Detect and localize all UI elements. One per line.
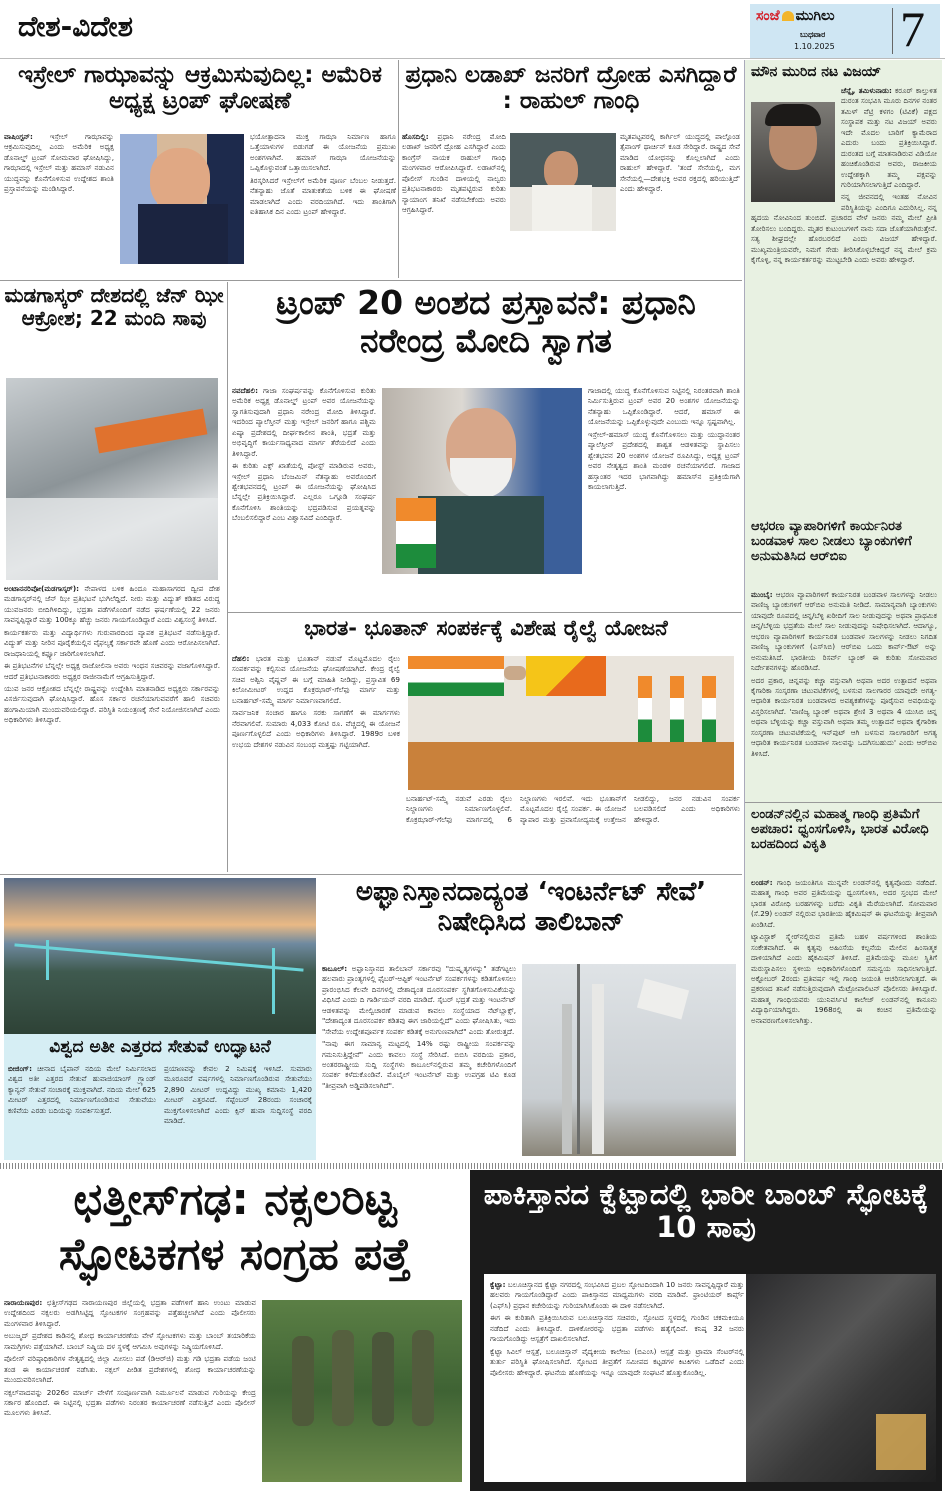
india-bhutan-press-photo bbox=[408, 656, 734, 790]
dateline: ನವದೆಹಲಿ: bbox=[232, 386, 258, 395]
article-body: ಅಫ್ಘಾನಿಸ್ತಾನದ ತಾಲಿಬಾನ್ ಸರ್ಕಾರವು "ದುಷ್ಕೃತ್ಯಗಳನ್ನು" ತಡೆಗಟ್ಟಲು ಹಲವಾರು ಪ್ರಾಂತ್ಯಗಳಲ್ಲಿ ಫೈಬರ್-ಆಪ್ಟಿಕ್ ಇಂಟರ್ನೆಟ್ ಸಂಪರ್ಕಗಳನ್ನು ಕಡಿತಗೊಳಿಸಲು ಪ್ರಾರಂಭಿಸಿದ ಕೆಲವೇ ದಿನಗಳಲ್ಲಿ ದೇಶಾದ್ಯಂತ ದೂರಸಂಪರ್ಕ ಸ್ಥಗಿತಗೊಳಿಸುವಿಕೆಯನ್ನು ವಿಧಿಸಿದೆ ಎಂದು ದಿ ಗಾರ್ಡಿಯನ್ ವರದಿ ಮಾಡಿದೆ. ಸೈಬರ್ ಭದ್ರತೆ ಮತ್ತು ಇಂಟರ್ನೆಟ್ ಆಡಳಿತವನ್ನು ಮೇಲ್ವಿಚಾರಣೆ ಮಾಡುವ ಕಾವಲು ಸಂಸ್ಥೆಯಾದ ನೆಟ್‌ಬ್ಲಾಕ್ಸ್, "ದೇಶಾದ್ಯಂತ ದೂರಸಂಪರ್ಕ ಕಡಿತವು ಈಗ ಜಾರಿಯಲ್ಲಿದೆ" ಎಂದು ಘೋಷಿಸಿತು, ಇದು "ಸೇವೆಯ ಉದ್ದೇಶಪೂರ್ವಕ ಸಂಪರ್ಕ ಕಡಿತಕ್ಕೆ ಅನುಗುಣವಾಗಿದೆ" ಎಂದು ತೋರುತ್ತದೆ. bbox=[322, 964, 516, 1036]
headline: ಟ್ರಂಪ್ 20 ಅಂಶದ ಪ್ರಸ್ತಾವನೆ: ಪ್ರಧಾನಿ ನರೇಂದ್ರ ಮೋದಿ ಸ್ವಾಗತ bbox=[276, 284, 696, 360]
headline: ಇಸ್ರೇಲ್ ಗಾಝಾವನ್ನು ಆಕ್ರಮಿಸುವುದಿಲ್ಲ: ಅಮೆರಿಕ ಅಧ್ಯಕ್ಷ ಟ್ರಂಪ್ ಘೋಷಣೆ bbox=[18, 62, 382, 115]
article-rahul bbox=[402, 62, 740, 276]
dateline: ಕಾಬೂಲ್: bbox=[322, 964, 348, 973]
dateline: ಮುಂಬೈ: bbox=[751, 590, 773, 599]
weekday: ಬುಧವಾರ bbox=[800, 30, 826, 39]
article-body: ಬಲೂಚಿಸ್ತಾನದ ಕ್ವೆಟ್ಟಾ ನಗರದಲ್ಲಿ ಸಂಭವಿಸಿದ ಪ್ರಬಲ ಸ್ಫೋಟದಿಂದಾಗಿ 10 ಜನರು ಸಾವನ್ನಪ್ಪಿದ್ದಾರೆ ಮತ್ತು ಹಲವರು ಗಾಯಗೊಂಡಿದ್ದಾರೆ ಎಂದು ಪಾಕಿಸ್ತಾನದ ಮಾಧ್ಯಮಗಳು ವರದಿ ಮಾಡಿವೆ. ಫ್ರಾಂಟಿಯರ್ ಕಾರ್ಪ್ಸ್ (ಎಫ್‌ಸಿ) ಪ್ರಧಾನ ಕಚೇರಿಯನ್ನು ಗುರಿಯಾಗಿಸಿಕೊಂಡು ಈ ದಾಳಿ ನಡೆಸಲಾಗಿದೆ. bbox=[490, 1280, 744, 1310]
article-afghan-internet bbox=[322, 878, 740, 1160]
article-body: ನೇಪಾಳದ ಬಳಿಕ ಹಿಂದೂ ಮಹಾಸಾಗರದ ದ್ವೀಪ ದೇಶ ಮಡಗಾಸ್ಕರ್‌ನಲ್ಲಿ ಜೆನ್ ಝೀ ಪ್ರತಿಭಟನೆ ಭುಗಿಲೆದ್ದಿದೆ. ನೀರು ಮತ್ತು ವಿದ್ಯುತ್ ಕಡಿತದ ವಿರುದ್ಧ ಯುವಜನರು ಬೀದಿಗಿಳಿದಿದ್ದು, ಭದ್ರತಾ ಪಡೆಗಳೊಂದಿಗೆ ನಡೆದ ಘರ್ಷಣೆಯಲ್ಲಿ 22 ಜನರು ಸಾವನ್ನಪ್ಪಿದ್ದಾರೆ ಮತ್ತು 100ಕ್ಕೂ ಹೆಚ್ಚು ಜನರು ಗಾಯಗೊಂಡಿದ್ದಾರೆ ಎಂದು ವಿಶ್ವಸಂಸ್ಥೆ ತಿಳಿಸಿದೆ. bbox=[4, 584, 220, 625]
headline: ಲಂಡನ್‌ನಲ್ಲಿನ ಮಹಾತ್ಮ ಗಾಂಧಿ ಪ್ರತಿಮೆಗೆ ಅಪಚಾರ: ಧ್ವಂಸಗೊಳಿಸಿ, ಭಾರತ ವಿರೋಧಿ ಬರಹದಿಂದ ವಿಕೃತಿ bbox=[751, 807, 929, 852]
brand-name-black: ಮುಗಿಲು bbox=[795, 8, 835, 24]
headline: ಅಫ್ಘಾನಿಸ್ತಾನದಾದ್ಯಂತ ‘ಇಂಟರ್ನೆಟ್ ಸೇವೆ’ ನಿಷೇಧಿಸಿದ ತಾಲಿಬಾನ್ bbox=[355, 878, 707, 937]
article-body: "ನಾವು ಈಗ ಸಾಮಾನ್ಯ ಮಟ್ಟದಲ್ಲಿ 14% ರಷ್ಟು ರಾಷ್ಟ್ರೀಯ ಸಂಪರ್ಕವನ್ನು ಗಮನಿಸುತ್ತಿದ್ದೇವೆ" ಎಂದು ಕಾವಲು ಸಂಸ್ಥೆ ಸೇರಿಸಿದೆ. ಬಿಬಿಸಿ ವರದಿಯ ಪ್ರಕಾರ, ಅಂತರರಾಷ್ಟ್ರೀಯ ಸುದ್ದಿ ಸಂಸ್ಥೆಗಳು ಕಾಬೂಲ್‌ನಲ್ಲಿರುವ ತಮ್ಮ ಕಚೇರಿಗಳೊಂದಿಗೆ ಸಂಪರ್ಕ ಕಳೆದುಕೊಂಡಿವೆ. ಮೊಬೈಲ್ ಇಂಟರ್ನೆಟ್ ಮತ್ತು ಉಪಗ್ರಹ ಟಿವಿ ಕೂಡ "ತೀವ್ರವಾಗಿ ಅಡ್ಡಿಪಡಿಸಲಾಗಿದೆ". bbox=[322, 1039, 516, 1090]
section-divider bbox=[0, 1163, 945, 1169]
article-trump-20-point bbox=[232, 284, 740, 610]
article-pakistan-quetta bbox=[470, 1170, 942, 1491]
headline: ಭಾರತ- ಭೂತಾನ್ ಸಂಪರ್ಕಕ್ಕೆ ವಿಶೇಷ ರೈಲ್ವೆ ಯೋಜನೆ bbox=[304, 616, 668, 640]
dateline: ದೆಹಲಿ: bbox=[232, 654, 250, 663]
article-body: ಮೃತಪಟ್ಟವರಲ್ಲಿ ಕಾರ್ಗಿಲ್ ಯುದ್ಧದಲ್ಲಿ ಪಾಲ್ಗೊಂಡ ತ್ಸೆವಾಂಗ್ ಥಾರ್ಚಿನ್ ಕೂಡ ಸೇರಿದ್ದಾರೆ. ರಾಷ್ಟ್ರದ ಸೇವೆ ಮಾಡಿದ ಯೋಧನನ್ನು ಕೊಲ್ಲಲಾಗಿದೆ ಎಂದು ರಾಹುಲ್ ಹೇಳಿದ್ದಾರೆ. 'ತಂದೆ ಸೇನೆಯಲ್ಲಿ, ಮಗ ಸೇನೆಯಲ್ಲಿ—ದೇಶಭಕ್ತಿ ಅವರ ರಕ್ತದಲ್ಲಿ ಹರಿಯುತ್ತಿದೆ' ಎಂದು ಹೇಳಿದ್ದಾರೆ. bbox=[620, 132, 740, 194]
article-madagascar bbox=[4, 284, 224, 870]
article-body: ನಕ್ಸಲ್‌ವಾದವನ್ನು 2026ರ ಮಾರ್ಚ್ ವೇಳೆಗೆ ಸಂಪೂರ್ಣವಾಗಿ ನಿರ್ಮೂಲನೆ ಮಾಡುವ ಗುರಿಯನ್ನು ಕೇಂದ್ರ ಸರ್ಕಾರ ಹೊಂದಿದೆ. ಈ ನಿಟ್ಟಿನಲ್ಲಿ ಭದ್ರತಾ ಪಡೆಗಳು ನಿರಂತರ ಕಾರ್ಯಾಚರಣೆ ನಡೆಸುತ್ತಿವೆ ಎಂದು ಪೊಲೀಸ್ ಮೂಲಗಳು ತಿಳಿಸಿವೆ. bbox=[4, 1387, 256, 1418]
trump-photo bbox=[120, 134, 244, 264]
article-body: ಈ ಪ್ರತಿಭಟನೆಗಳ ಬೆನ್ನಲ್ಲೇ ಅಧ್ಯಕ್ಷ ರಾಜೋಲಿನಾ ಅವರು ಇಂಧನ ಸಚಿವರನ್ನು ವಜಾಗೊಳಿಸಿದ್ದಾರೆ. ಆದರೆ ಪ್ರತಿಭಟನಾಕಾರರು ಅಧ್ಯಕ್ಷರ ರಾಜೀನಾಮೆಗೆ ಆಗ್ರಹಿಸುತ್ತಿದ್ದಾರೆ. bbox=[4, 661, 220, 681]
article-body: ಗಾಜಾ ಸಂಘರ್ಷವನ್ನು ಕೊನೆಗೊಳಿಸುವ ಕುರಿತು ಅಮೆರಿಕ ಅಧ್ಯಕ್ಷ ಡೊನಾಲ್ಡ್ ಟ್ರಂಪ್ ಅವರ ಯೋಜನೆಯನ್ನು ಸ್ವಾಗತಿಸುವುದಾಗಿ ಪ್ರಧಾನಿ ನರೇಂದ್ರ ಮೋದಿ ತಿಳಿಸಿದ್ದಾರೆ. ಇದರಿಂದ ಪ್ಯಾಲೆಸ್ತೀನ್ ಮತ್ತು ಇಸ್ರೇಲ್ ಜನರಿಗೆ ಹಾಗೂ ಪಶ್ಚಿಮ ಏಷ್ಯಾ ಪ್ರದೇಶದಲ್ಲಿ ದೀರ್ಘಕಾಲೀನ ಶಾಂತಿ, ಭದ್ರತೆ ಮತ್ತು ಅಭಿವೃದ್ಧಿಗೆ ಕಾರ್ಯಸಾಧ್ಯವಾದ ಮಾರ್ಗ ತೆರೆಯಲಿದೆ ಎಂದು ತಿಳಿಸಿದ್ದಾರೆ. bbox=[232, 386, 376, 458]
article-body: ಈ ಕುರಿತು ಎಕ್ಸ್ ಖಾತೆಯಲ್ಲಿ ಪೋಸ್ಟ್ ಮಾಡಿರುವ ಅವರು, ಇಸ್ರೇಲ್ ಪ್ರಧಾನಿ ಬೆಂಜಮಿನ್ ನೆತನ್ಯಾಹು ಅವರೊಂದಿಗೆ ಶ್ವೇತಭವನದಲ್ಲಿ ಟ್ರಂಪ್ ಈ ಯೋಜನೆಯನ್ನು ಘೋಷಿಸಿದ ಬೆನ್ನಲ್ಲೇ ಪ್ರತಿಕ್ರಿಯಿಸಿದ್ದಾರೆ. ಎಲ್ಲರೂ ಒಗ್ಗೂಡಿ ಸಂಘರ್ಷ ಕೊನೆಗೊಳಿಸಿ ಶಾಂತಿಯನ್ನು ಭದ್ರಪಡಿಸುವ ಪ್ರಯತ್ನವನ್ನು ಬೆಂಬಲಿಸಲಿದ್ದಾರೆ ಎಂಬ ವಿಶ್ವಾಸವಿದೆ ಎಂದಿದ್ದಾರೆ. bbox=[232, 461, 376, 523]
sidebar-column bbox=[744, 60, 942, 1162]
article-body: ಇಸ್ರೇಲ್-ಹಮಾಸ್ ಯುದ್ಧ ಕೊನೆಗೊಳಿಸಲು ಮತ್ತು ಯುದ್ಧಾನಂತರ ಪ್ಯಾಲೆಸ್ತೀನ್ ಪ್ರದೇಶದಲ್ಲಿ ಶಾಶ್ವತ ಆಡಳಿತವನ್ನು ಸ್ಥಾಪಿಸಲು ಶ್ವೇತಭವನ 20 ಅಂಶಗಳ ಯೋಜನೆ ರೂಪಿಸಿದ್ದು, ಅಧ್ಯಕ್ಷ ಟ್ರಂಪ್ ಅವರ ನೇತೃತ್ವದ ಶಾಂತಿ ಮಂಡಳಿ ರಚನೆಯಾಗಲಿದೆ. ಗಾಜಾದ ಹಸ್ತಾಂತರ ಇದರ ಭಾಗವಾಗಿದ್ದು ಹಮಾಸ್‌ನ ಪ್ರತಿಕ್ರಿಯೆಗಾಗಿ ಕಾಯಲಾಗುತ್ತಿದೆ. bbox=[588, 429, 740, 491]
article-body: ಕಾರ್ಯಕರ್ತರು ಮತ್ತು ವಿದ್ಯಾರ್ಥಿಗಳು ಗುರುವಾರದಿಂದ ವ್ಯಾಪಕ ಪ್ರತಿಭಟನೆ ನಡೆಸುತ್ತಿದ್ದಾರೆ. ವಿದ್ಯುತ್ ಮತ್ತು ನೀರಿನ ಪೂರೈಕೆಯಲ್ಲಿನ ವೈಫಲ್ಯಕ್ಕೆ ಸರ್ಕಾರವೇ ಹೊಣೆ ಎಂದು ಆರೋಪಿಸಲಾಗಿದೆ. ರಾಜಧಾನಿಯಲ್ಲಿ ಕರ್ಫ್ಯೂ ಜಾರಿಗೊಳಿಸಲಾಗಿದೆ. bbox=[4, 627, 220, 658]
headline: ಪ್ರಧಾನಿ ಲಡಾಖ್ ಜನರಿಗೆ ದ್ರೋಹ ಎಸಗಿದ್ದಾರೆ : ರಾಹುಲ್ ಗಾಂಧಿ bbox=[405, 62, 737, 115]
article-body: ತಿರಸ್ಕರಿಸಿದರೆ ಇಸ್ರೇಲ್‌ಗೆ ಅಮೆರಿಕ ಪೂರ್ಣ ಬೆಂಬಲ ನೀಡುತ್ತದೆ. ನೆತನ್ಯಾಹು ಜೊತೆ ಮಾತುಕತೆಯ ಬಳಿಕ ಈ ಘೋಷಣೆ ಮಾಡಲಾಗಿದೆ ಎಂದು ವರದಿಯಾಗಿದೆ. ಇದು ಶಾಂತಿಗಾಗಿ ಐತಿಹಾಸಿಕ ದಿನ ಎಂದು ಟ್ರಂಪ್ ಹೇಳಿದ್ದಾರೆ. bbox=[250, 175, 396, 217]
dateline: ಹೊಸದಿಲ್ಲಿ: bbox=[402, 132, 429, 141]
article-body: ಕರೂರ್ ಕಾಲ್ತುಳಿತ ದುರಂತ ಸಂಭವಿಸಿ ಮೂರು ದಿನಗಳ ನಂತರ ತಮಿಳ್ ವೆಟ್ರಿ ಕಳಗಂ (ಟಿವಿಕೆ) ಪಕ್ಷದ ಸಂಸ್ಥಾಪಕ ಮತ್ತು ನಟ ವಿಜಯ್ ಅವರು ಇದೇ ಮೊದಲ ಬಾರಿಗೆ ಕ್ಯಾಮೆರಾದ ಎದುರು ಬಂದು ಪ್ರತಿಕ್ರಿಯಿಸಿದ್ದಾರೆ. ದುರಂತದ ಬಗ್ಗೆ ಮಾತನಾಡಿರುವ ವಿಡಿಯೋ ಹಂಚಿಕೊಂಡಿರುವ ಅವರು, ರಾಜಕೀಯ ಉದ್ದೇಶಕ್ಕಾಗಿ ತಮ್ಮ ಪಕ್ಷವನ್ನು ಗುರಿಯಾಗಿಸಲಾಗುತ್ತಿದೆ ಎಂದಿದ್ದಾರೆ. bbox=[841, 86, 937, 189]
article-body: ಸಾರ್ವಜನಿಕ ಸಂಚಾರ ಹಾಗೂ ಸರಕು ಸಾಗಣೆಗೆ ಈ ಮಾರ್ಗಗಳು ನೆರವಾಗಲಿವೆ. ಸುಮಾರು 4,033 ಕೋಟಿ ರೂ. ವೆಚ್ಚದಲ್ಲಿ ಈ ಯೋಜನೆ ಪೂರ್ಣಗೊಳ್ಳಲಿದೆ ಎಂದು ಅಧಿಕಾರಿಗಳು ತಿಳಿಸಿದ್ದಾರೆ. 1989ರ ಬಳಿಕ ಉಭಯ ದೇಶಗಳ ನಡುವಿನ ಸಂಬಂಧ ಮತ್ತಷ್ಟು ಗಟ್ಟಿಯಾಗಿದೆ. bbox=[232, 708, 400, 749]
dateline: ಕ್ವೆಟ್ಟಾ: bbox=[490, 1280, 506, 1289]
article-bridge bbox=[4, 878, 318, 1160]
page-number: 7 bbox=[900, 4, 925, 57]
article-body: ಕ್ವೆಟ್ಟಾ ಸಿವಿಲ್ ಆಸ್ಪತ್ರೆ, ಬಲೂಚಿಸ್ತಾನ್ ವೈದ್ಯಕೀಯ ಕಾಲೇಜು (ಬಿಎಂಸಿ) ಆಸ್ಪತ್ರೆ ಮತ್ತು ಟ್ರಾಮಾ ಸೆಂಟರ್‌ನಲ್ಲಿ ತುರ್ತು ಪರಿಸ್ಥಿತಿ ಘೋಷಿಸಲಾಗಿದೆ. ಸ್ಫೋಟದ ತೀವ್ರತೆಗೆ ಸಮೀಪದ ಕಟ್ಟಡಗಳ ಕಿಟಕಿಗಳು ಒಡೆದಿವೆ ಎಂದು ಪೊಲೀಸರು ಹೇಳಿದ್ದಾರೆ. ಘಟನೆಯ ಹೊಣೆಯನ್ನು ಇನ್ನೂ ಯಾವುದೇ ಸಂಘಟನೆ ಹೊತ್ತುಕೊಂಡಿಲ್ಲ. bbox=[490, 1346, 744, 1377]
article-chhattisgarh bbox=[4, 1172, 466, 1488]
dateline: ಅಂಟಾನನರಿವೋ(ಮಡಗಾಸ್ಕರ್): bbox=[4, 584, 79, 593]
headline: ಪಾಕಿಸ್ತಾನದ ಕ್ವೆಟ್ಟಾದಲ್ಲಿ ಭಾರೀ ಬಾಂಬ್ ಸ್ಫೋಟಕ್ಕೆ 10 ಸಾವು bbox=[483, 1177, 929, 1245]
article-body: ಪ್ರಯಾಣವನ್ನು ಕೇವಲ 2 ನಿಮಿಷಕ್ಕೆ ಇಳಿಸಿದೆ. ಸುಮಾರು ಮೂರೂವರೆ ವರ್ಷಗಳಲ್ಲಿ ನಿರ್ಮಾಣಗೊಂಡಿರುವ ಸೇತುವೆಯು 2,890 ಮೀಟರ್ ಉದ್ದವಿದ್ದು ಮುಖ್ಯ ಕಮಾನು 1,420 ಮೀಟರ್ ಎತ್ತರವಿದೆ. ಸೆಪ್ಟೆಂಬರ್ 28ರಂದು ಸಂಚಾರಕ್ಕೆ ಮುಕ್ತಗೊಳಿಸಲಾಗಿದೆ ಎಂದು ಕ್ಸಿನ್ ಹುವಾ ಸುದ್ದಿಸಂಸ್ಥೆ ವರದಿ ಮಾಡಿದೆ. bbox=[164, 1064, 312, 1126]
article-body: ಆಭರಣ ವ್ಯಾಪಾರಿಗಳಿಗೆ ಕಾರ್ಯನಿರತ ಬಂಡವಾಳ ಸಾಲಗಳನ್ನು ನೀಡಲು ವಾಣಿಜ್ಯ ಬ್ಯಾಂಕುಗಳಿಗೆ ಆರ್‌ಬಿಐ ಅನುಮತಿ ನೀಡಿದೆ. ಸಾಮಾನ್ಯವಾಗಿ ಬ್ಯಾಂಕುಗಳು ಯಾವುದೇ ರೂಪದಲ್ಲಿ ಚಿನ್ನ/ಬೆಳ್ಳಿ ಖರೀದಿಗೆ ಸಾಲ ನೀಡುವುದನ್ನು ಅಥವಾ ಪ್ರಾಥಮಿಕ ಚಿನ್ನ/ಬೆಳ್ಳಿಯ ಭದ್ರತೆಯ ಮೇಲೆ ಸಾಲ ನೀಡುವುದನ್ನು ನಿಷೇಧಿಸಲಾಗಿದೆ. ಆದಾಗ್ಯೂ, ಆಭರಣ ವ್ಯಾಪಾರಿಗಳಿಗೆ ಕಾರ್ಯನಿರತ ಬಂಡವಾಳ ಸಾಲಗಳನ್ನು ನೀಡಲು ನಿಗದಿತ ವಾಣಿಜ್ಯ ಬ್ಯಾಂಕುಗಳಿಗೆ (ಎಸ್‌ಸಿಬಿ) ಆರ್‌ಬಿಐ ಒಂದು ಕಾರ್ವ್-ಔಟ್ ಅನ್ನು ಅನುಮತಿಸಿದೆ. ಭಾರತೀಯ ರಿಸರ್ವ್ ಬ್ಯಾಂಕ್ ಈ ಕುರಿತು ಸೋಮವಾರ ನಿರ್ದೇಶನಗಳನ್ನು ಹೊರಡಿಸಿದೆ. bbox=[751, 590, 937, 673]
article-body: ಗಾಂಧಿ ಜಯಂತಿಗೂ ಮುನ್ನವೇ ಲಂಡನ್‌ನಲ್ಲಿ ಕೃತ್ಯವೊಂದು ನಡೆದಿದೆ. ಮಹಾತ್ಮ ಗಾಂಧಿ ಅವರ ಪ್ರತಿಮೆಯನ್ನು ಧ್ವಂಸಗೊಳಿಸಿ, ಅದರ ಸ್ತಂಭದ ಮೇಲೆ ಭಾರತ ವಿರೋಧಿ ಬರಹಗಳನ್ನು ಬರೆದು ವಿಕೃತಿ ಮೆರೆಯಲಾಗಿದೆ. ಸೋಮವಾರ (ಸೆ.29) ಲಂಡನ್ ನಲ್ಲಿರುವ ಭಾರತೀಯ ಹೈಕಮಿಷನ್ ಈ ಘಟನೆಯನ್ನು ತೀವ್ರವಾಗಿ ಖಂಡಿಸಿದೆ. bbox=[751, 878, 937, 929]
brand-name-red: ಸಂಜೆ bbox=[756, 8, 780, 24]
dateline: ನಾರಾಯಣಪುರ: bbox=[4, 1298, 43, 1307]
article-body: ಭಯೋತ್ಪಾದನಾ ಮುಕ್ತ ಗಾಝಾ ನಿರ್ಮಾಣ ಹಾಗೂ ಒತ್ತೆಯಾಳುಗಳ ಬಿಡುಗಡೆ ಈ ಯೋಜನೆಯ ಪ್ರಮುಖ ಅಂಶಗಳಾಗಿವೆ. ಹಮಾಸ್ ಗಾಝಾ ಯೋಜನೆಯನ್ನು ಒಪ್ಪಿಕೊಳ್ಳುವಂತೆ ಒತ್ತಾಯಿಸಲಾಗಿದೆ. bbox=[250, 132, 396, 173]
modi-photo bbox=[382, 388, 582, 574]
article-body: ಪೊಲೀಸ್ ವರಿಷ್ಠಾಧಿಕಾರಿಗಳ ನೇತೃತ್ವದಲ್ಲಿ ಜಿಲ್ಲಾ ಮೀಸಲು ಪಡೆ (ಡಿಆರ್‌ಜಿ) ಮತ್ತು ಗಡಿ ಭದ್ರತಾ ಪಡೆಯ ಜಂಟಿ ತಂಡ ಈ ಕಾರ್ಯಾಚರಣೆ ನಡೆಸಿತು. ನಕ್ಸಲ್ ಪೀಡಿತ ಪ್ರದೇಶಗಳಲ್ಲಿ ಶೋಧ ಕಾರ್ಯಾಚರಣೆಯನ್ನು ಮುಂದುವರಿಸಲಾಗಿದೆ. bbox=[4, 1354, 256, 1385]
article-israel bbox=[4, 62, 396, 276]
article-body: ಛತ್ತೀಸ್‌ಗಢದ ನಾರಾಯಣಪುರ ಜಿಲ್ಲೆಯಲ್ಲಿ ಭದ್ರತಾ ಪಡೆಗಳಿಗೆ ಹಾನಿ ಉಂಟು ಮಾಡುವ ಉದ್ದೇಶದಿಂದ ನಕ್ಸಲರು ಅಡಗಿಸಿಟ್ಟಿದ್ದ ಸ್ಫೋಟಕಗಳ ಸಂಗ್ರಹವನ್ನು ಪತ್ತೆಹಚ್ಚಲಾಗಿದೆ ಎಂದು ಪೊಲೀಸರು ಮಂಗಳವಾರ ತಿಳಿಸಿದ್ದಾರೆ. bbox=[4, 1298, 256, 1328]
article-bhutan-rail bbox=[232, 616, 740, 872]
sun-logo-icon bbox=[782, 11, 794, 21]
article-body: ಭಾರತ ಮತ್ತು ಭೂತಾನ್ ನಡುವೆ ಮೊಟ್ಟಮೊದಲ ರೈಲು ಸಂಪರ್ಕವನ್ನು ಕಲ್ಪಿಸುವ ಯೋಜನೆಯ ಘೋಷಣೆಯಾಗಿದೆ. ಕೇಂದ್ರ ರೈಲ್ವೆ ಸಚಿವ ಅಶ್ವಿನಿ ವೈಷ್ಣವ್ ಈ ಬಗ್ಗೆ ಮಾಹಿತಿ ನೀಡಿದ್ದು, ಪ್ರಸ್ತಾವಿತ 69 ಕಿಲೋಮೀಟರ್ ಉದ್ದದ ಕೊಕ್ರಝಾರ್-ಗೆಲೆಫು ಮಾರ್ಗ ಮತ್ತು ಬನಾರ್ಹಟ್-ಸಮ್ತ್ಸೆ ಮಾರ್ಗ ನಿರ್ಮಾಣವಾಗಲಿದೆ. bbox=[232, 654, 401, 705]
article-body: ನನ್ನ ಜೀವನದಲ್ಲಿ ಇಂತಹ ನೋವಿನ ಪರಿಸ್ಥಿತಿಯನ್ನು ಎಂದಿಗೂ ಎದುರಿಸಿಲ್ಲ. ನನ್ನ ಹೃದಯ ನೋವಿನಿಂದ ತುಂಬಿದೆ. ಪ್ರಚಾರದ ವೇಳೆ ಜನರು ನಮ್ಮ ಮೇಲೆ ಪ್ರೀತಿ ತೋರಿಸಲು ಬಂದಿದ್ದರು. ಮೃತರ ಕುಟುಂಬಗಳಿಗೆ ನಾನು ಸದಾ ಜೊತೆಯಾಗಿರುತ್ತೇನೆ. ಸತ್ಯ ಶೀಘ್ರದಲ್ಲೇ ಹೊರಬರಲಿದೆ ಎಂದು ವಿಜಯ್ ಹೇಳಿದ್ದಾರೆ. ಮುಖ್ಯಮಂತ್ರಿಯವರೇ, ನಿಮಗೆ ಸೇಡು ತೀರಿಸಿಕೊಳ್ಳಬೇಕಿದ್ದರೆ ನನ್ನ ಮೇಲೆ ಕ್ರಮ ಕೈಗೊಳ್ಳಿ, ನನ್ನ ಕಾರ್ಯಕರ್ತರನ್ನು ಮುಟ್ಟಬೇಡಿ ಎಂದು ಅವರು ಹೇಳಿದ್ದಾರೆ. bbox=[751, 192, 937, 264]
article-body: ಈಗ ಈ ಕುರಿತಾಗಿ ಪ್ರತಿಕ್ರಿಯಿಸಿರುವ ಬಲೂಚಿಸ್ತಾನದ ಸಚಿವರು, ಸ್ಫೋಟದ ಸ್ಥಳದಲ್ಲಿ ಗುಂಡಿನ ಚಕಮಕಿಯೂ ನಡೆದಿದೆ ಎಂದು ತಿಳಿಸಿದ್ದಾರೆ. ದಾಳಿಕೋರರನ್ನು ಭದ್ರತಾ ಪಡೆಗಳು ಹತ್ಯೆಗೈದಿವೆ. ಕನಿಷ್ಠ 32 ಜನರು ಗಾಯಗೊಂಡಿದ್ದು ಆಸ್ಪತ್ರೆಗೆ ದಾಖಲಿಸಲಾಗಿದೆ. bbox=[490, 1313, 744, 1344]
article-body: ಅದರ ಪ್ರಕಾರ, ಚಿನ್ನವನ್ನು ಕಚ್ಚಾ ವಸ್ತುವಾಗಿ ಅಥವಾ ಅದರ ಉತ್ಪಾದನೆ ಅಥವಾ ಕೈಗಾರಿಕಾ ಸಂಸ್ಕರಣಾ ಚಟುವಟಿಕೆಗಳಲ್ಲಿ ಬಳಸುವ ಸಾಲಗಾರರ ಯಾವುದೇ ಅಗತ್ಯ-ಆಧಾರಿತ ಕಾರ್ಯನಿರತ ಬಂಡವಾಳದ ಅವಶ್ಯಕತೆಗಳನ್ನು ಪೂರೈಸುವ ಅವಧಿಯನ್ನು ವಿಸ್ತರಿಸಲಾಗಿದೆ. 'ವಾಣಿಜ್ಯ ಬ್ಯಾಂಕ್ ಅಥವಾ ಶ್ರೇಣಿ 3 ಅಥವಾ 4 ಯುಸಿಬಿ ಚಿನ್ನ ಅಥವಾ ಬೆಳ್ಳಿಯನ್ನು ಕಚ್ಚಾ ವಸ್ತುವಾಗಿ ಅಥವಾ ತಮ್ಮ ಉತ್ಪಾದನೆ ಅಥವಾ ಕೈಗಾರಿಕಾ ಸಂಸ್ಕರಣಾ ಚಟುವಟಿಕೆಯಲ್ಲಿ ಇನ್‌ಪುಟ್ ಆಗಿ ಬಳಸುವ ಸಾಲಗಾರರಿಗೆ ಅಗತ್ಯ ಆಧಾರಿತ ಕಾರ್ಯನಿರತ ಬಂಡವಾಳ ಸಾಲವನ್ನು ಒದಗಿಸಬಹುದು' ಎಂದು ಆರ್‌ಬಿಐ ತಿಳಿಸಿದೆ. bbox=[751, 675, 937, 758]
vijay-photo bbox=[751, 102, 835, 202]
dateline: ಬೀಜಿಂಗ್: bbox=[8, 1064, 33, 1073]
security-forces-photo bbox=[262, 1300, 462, 1482]
headline: ಆಭರಣ ವ್ಯಾಪಾರಿಗಳಿಗೆ ಕಾರ್ಯನಿರತ ಬಂಡವಾಳ ಸಾಲ ನೀಡಲು ಬ್ಯಾಂಕುಗಳಿಗೆ ಅನುಮತಿಸಿದ ಆರ್‌ಬಿಐ bbox=[751, 519, 912, 564]
bridge-photo bbox=[4, 878, 316, 1034]
headline: ಮೌನ ಮುರಿದ ನಟ ವಿಜಯ್ bbox=[751, 64, 882, 80]
headline: ಮಡಗಾಸ್ಕರ್ ದೇಶದಲ್ಲಿ ಜೆನ್ ಝೀ ಆಕ್ರೋಶ; 22 ಮಂದಿ ಸಾವು bbox=[4, 284, 224, 330]
explosion-cctv-photo bbox=[746, 1274, 936, 1482]
dateline: ಚೆನ್ನೈ, ತಮಿಳುನಾಡು: bbox=[841, 86, 892, 95]
dateline: ವಾಷಿಂಗ್ಟನ್: bbox=[4, 132, 33, 141]
article-body: ಗಾಜಾದಲ್ಲಿ ಯುದ್ಧ ಕೊನೆಗೊಳಿಸುವ ನಿಟ್ಟಿನಲ್ಲಿ ನಿರಂತರವಾಗಿ ಶಾಂತಿ ನಿರ್ಮಿಸುತ್ತಿರುವ ಟ್ರಂಪ್ ಅವರ 20 ಅಂಶಗಳ ಯೋಜನೆಯನ್ನು ನೆತನ್ಯಾಹು ಒಪ್ಪಿಕೊಂಡಿದ್ದಾರೆ. ಆದರೆ, ಹಮಾಸ್ ಈ ಯೋಜನೆಯನ್ನು ಒಪ್ಪಿಕೊಳ್ಳುವುದೇ ಎಂಬುದು ಇನ್ನೂ ಸ್ಪಷ್ಟವಾಗಿಲ್ಲ. bbox=[588, 386, 740, 427]
article-body: ಬನಾರ್ಹಟ್-ಸಮ್ತ್ಸೆ ನಡುವೆ ಎರಡು ರೈಲು ನಿಲ್ದಾಣಗಳು ನಿರ್ಮಾಣಗೊಳ್ಳಲಿವೆ. ಕೊಕ್ರಝಾರ್-ಗೆಲೆಫು ಮಾರ್ಗದಲ್ಲಿ 6 ನಿಲ್ದಾಣಗಳು ಇರಲಿವೆ. ಇದು ಭೂತಾನ್‌ಗೆ ಮೊಟ್ಟಮೊದಲ ರೈಲ್ವೆ ಸಂಪರ್ಕ. ಈ ಯೋಜನೆ ವ್ಯಾಪಾರ ಮತ್ತು ಪ್ರವಾಸೋದ್ಯಮಕ್ಕೆ ಉತ್ತೇಜನ ನೀಡಲಿದ್ದು, ಜನರ ನಡುವಿನ ಸಂಪರ್ಕ ಬಲಪಡಿಸಲಿದೆ ಎಂದು ಅಧಿಕಾರಿಗಳು ಹೇಳಿದ್ದಾರೆ. bbox=[406, 794, 740, 824]
article-body: ಇಸ್ರೇಲ್ ಗಾಝಾವನ್ನು ಆಕ್ರಮಿಸುವುದಿಲ್ಲ ಎಂದು ಅಮೆರಿಕ ಅಧ್ಯಕ್ಷ ಡೊನಾಲ್ಡ್ ಟ್ರಂಪ್ ಸೋಮವಾರ ಘೋಷಿಸಿದ್ದು, ಗಾಝಾದಲ್ಲಿ ಇಸ್ರೇಲ್ ಮತ್ತು ಹಮಾಸ್ ನಡುವಿನ ಯುದ್ಧವನ್ನು ಕೊನೆಗೊಳಿಸುವ ಉದ್ದೇಶದ ಶಾಂತಿ ಪ್ರಸ್ತಾವನೆಯನ್ನು ಮಂಡಿಸಿದ್ದಾರೆ. bbox=[4, 132, 114, 194]
rahul-gandhi-photo bbox=[510, 133, 616, 231]
article-body: ಚೀನಾದ ಬೈಪಾನ್ ನದಿಯ ಮೇಲೆ ನಿರ್ಮಿಸಲಾದ ವಿಶ್ವದ ಅತೀ ಎತ್ತರದ ಸೇತುವೆ ಹುವಾಜಿಯಾಂಗ್ ಗ್ರ್ಯಾಂಡ್ ಕ್ಯಾನ್ಯನ್ ಸೇತುವೆ ಸಂಚಾರಕ್ಕೆ ಮುಕ್ತವಾಗಿದೆ. ನದಿಯ ಮೇಲೆ 625 ಮೀಟರ್ ಎತ್ತರದಲ್ಲಿ ನಿರ್ಮಾಣಗೊಂಡಿರುವ ಸೇತುವೆಯು ಕಣಿವೆಯ ಎರಡು ಬದಿಯನ್ನು ಸಂಪರ್ಕಿಸುತ್ತದೆ. bbox=[8, 1064, 156, 1115]
headline: ಛತ್ತೀಸ್‌ಗಢ: ನಕ್ಸಲರಿಟ್ಟ ಸ್ಫೋಟಕಗಳ ಸಂಗ್ರಹ ಪತ್ತೆ bbox=[58, 1174, 412, 1280]
article-body: ಟ್ಯಾವಿಸ್ಟಾಕ್ ಸ್ಕ್ವೇರ್‌ನಲ್ಲಿರುವ ಪ್ರತಿಮೆ ಬಹಳ ವರ್ಷಗಳಿಂದ ಶಾಂತಿಯ ಸಂಕೇತವಾಗಿದೆ. ಈ ಕೃತ್ಯವು ಅಹಿಂಸೆಯ ಕಲ್ಪನೆಯ ಮೇಲಿನ ಹಿಂಸಾತ್ಮಕ ದಾಳಿಯಾಗಿದೆ ಎಂದು ಹೈಕಮಿಷನ್ ತಿಳಿಸಿದೆ. ಪ್ರತಿಮೆಯನ್ನು ಮೂಲ ಸ್ಥಿತಿಗೆ ಮರುಸ್ಥಾಪಿಸಲು ಸ್ಥಳೀಯ ಅಧಿಕಾರಿಗಳೊಂದಿಗೆ ಸಮನ್ವಯ ಸಾಧಿಸಲಾಗುತ್ತಿದೆ. ಅಕ್ಟೋಬರ್ 2ರಂದು ಪ್ರತಿವರ್ಷ ಇಲ್ಲಿ ಗಾಂಧಿ ಜಯಂತಿ ಆಚರಿಸಲಾಗುತ್ತದೆ. ಈ ಪ್ರಕರಣದ ತನಿಖೆ ನಡೆಸುತ್ತಿರುವುದಾಗಿ ಮೆಟ್ರೋಪಾಲಿಟನ್ ಪೊಲೀಸರು ತಿಳಿಸಿದ್ದಾರೆ. ಮಹಾತ್ಮ ಗಾಂಧಿಯವರು ಯುನಿವರ್ಸಿಟಿ ಕಾಲೇಜ್ ಲಂಡನ್‌ನಲ್ಲಿ ಕಾನೂನು ವಿದ್ಯಾರ್ಥಿಯಾಗಿದ್ದರು. 1968ರಲ್ಲಿ ಈ ಕಂಚಿನ ಪ್ರತಿಮೆಯನ್ನು ಅನಾವರಣಗೊಳಿಸಲಾಗಿತ್ತು. bbox=[751, 932, 937, 1025]
issue-date: 1.10.2025 bbox=[794, 42, 835, 51]
dateline: ಲಂಡನ್: bbox=[751, 878, 773, 887]
telecom-tower-photo bbox=[522, 964, 736, 1156]
section-title: ದೇಶ-ವಿದೇಶ bbox=[18, 10, 133, 43]
article-body: ಅಬುಜ್ಮದ್ ಪ್ರದೇಶದ ಕಾಡಿನಲ್ಲಿ ಶೋಧ ಕಾರ್ಯಾಚರಣೆಯ ವೇಳೆ ಸ್ಫೋಟಕಗಳು ಮತ್ತು ಬಾಂಬ್ ತಯಾರಿಕೆಯ ಸಾಮಗ್ರಿಗಳು ಪತ್ತೆಯಾಗಿವೆ. ಬಾಂಬ್ ನಿಷ್ಕ್ರಿಯ ದಳ ಸ್ಥಳಕ್ಕೆ ಆಗಮಿಸಿ ಅವುಗಳನ್ನು ನಿಷ್ಕ್ರಿಯಗೊಳಿಸಿದೆ. bbox=[4, 1331, 256, 1351]
headline: ವಿಶ್ವದ ಅತೀ ಎತ್ತರದ ಸೇತುವೆ ಉದ್ಘಾಟನೆ bbox=[49, 1037, 271, 1057]
article-body: ಪ್ರಧಾನಿ ನರೇಂದ್ರ ಮೋದಿ ಲಡಾಖ್ ಜನರಿಗೆ ದ್ರೋಹ ಎಸಗಿದ್ದಾರೆ ಎಂದು ಕಾಂಗ್ರೆಸ್ ನಾಯಕ ರಾಹುಲ್ ಗಾಂಧಿ ಮಂಗಳವಾರ ಆರೋಪಿಸಿದ್ದಾರೆ. ಲಡಾಖ್‌ನಲ್ಲಿ ಪೊಲೀಸ್ ಗುಂಡಿನ ದಾಳಿಯಲ್ಲಿ ನಾಲ್ವರು ಪ್ರತಿಭಟನಾಕಾರರು ಮೃತಪಟ್ಟಿರುವ ಕುರಿತು ನ್ಯಾಯಾಂಗ ತನಿಖೆ ನಡೆಸಬೇಕೆಂದು ಅವರು ಆಗ್ರಹಿಸಿದ್ದಾರೆ. bbox=[402, 132, 506, 215]
article-body: ಯುವ ಜನರ ಆಕ್ರೋಶದ ಬೆನ್ನಲ್ಲೇ ರಾಷ್ಟ್ರವನ್ನು ಉದ್ದೇಶಿಸಿ ಮಾತನಾಡಿದ ಅಧ್ಯಕ್ಷರು ಸರ್ಕಾರವನ್ನು ವಿಸರ್ಜಿಸುವುದಾಗಿ ಘೋಷಿಸಿದ್ದಾರೆ. ಹೊಸ ಸರ್ಕಾರ ರಚನೆಯಾಗುವವರೆಗೆ ಹಾಲಿ ಸಚಿವರು ಹಂಗಾಮಿಯಾಗಿ ಮುಂದುವರಿಯಲಿದ್ದಾರೆ. ಪರಿಸ್ಥಿತಿ ನಿಯಂತ್ರಣಕ್ಕೆ ಸೇನೆ ನಿಯೋಜಿಸಲಾಗಿದೆ ಎಂದು ಅಧಿಕಾರಿಗಳು ತಿಳಿಸಿದ್ದಾರೆ. bbox=[4, 683, 220, 725]
masthead bbox=[750, 4, 940, 58]
protest-photo bbox=[6, 378, 218, 580]
